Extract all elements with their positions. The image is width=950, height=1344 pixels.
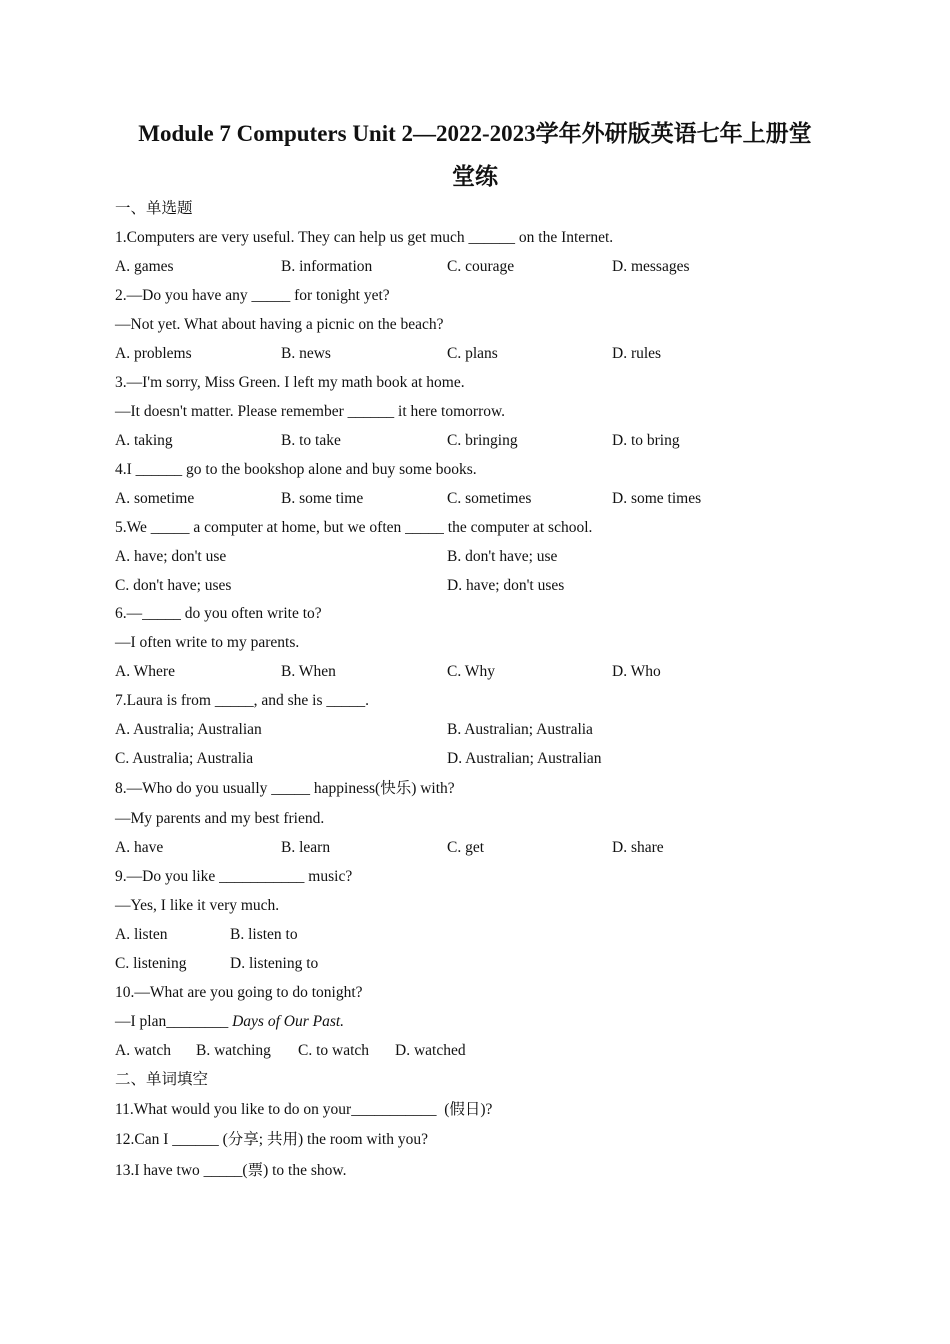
q5-option-d: D. have; don't uses xyxy=(447,577,565,594)
q8-option-b: B. learn xyxy=(281,839,331,856)
q10-stem-2-text: —I plan________ xyxy=(115,1013,233,1030)
question-7-stem: 7.Laura is from _____, and she is _____. xyxy=(115,692,369,709)
title-line-1: Module 7 Computers Unit 2—2022-2023学年外研版英语七年上册堂 xyxy=(138,121,812,146)
question-1-stem: 1.Computers are very useful. They can help us get much ______ on the Internet. xyxy=(115,229,614,246)
q8-option-d: D. share xyxy=(612,839,664,856)
q3-option-b: B. to take xyxy=(281,432,341,449)
q7-option-b: B. Australian; Australia xyxy=(447,721,593,738)
title-line-2: 堂练 xyxy=(452,164,498,189)
q9-option-d: D. listening to xyxy=(230,955,319,972)
question-6-stem: 6.—_____ do you often write to? xyxy=(115,605,322,622)
question-11-stem: 11.What would you like to do on your___________ (假日)? xyxy=(115,1101,493,1118)
q9-option-b: B. listen to xyxy=(230,926,298,943)
q7-option-c: C. Australia; Australia xyxy=(115,750,254,767)
q7-option-d: D. Australian; Australian xyxy=(447,750,602,767)
q5-option-a: A. have; don't use xyxy=(115,548,227,565)
q10-option-c: C. to watch xyxy=(298,1042,370,1059)
q4-option-b: B. some time xyxy=(281,490,364,507)
q6-option-a: A. Where xyxy=(115,663,175,680)
q3-option-c: C. bringing xyxy=(447,432,518,449)
question-8-stem: 8.—Who do you usually _____ happiness(快乐) with? xyxy=(115,780,455,797)
q10-option-a: A. watch xyxy=(115,1042,171,1059)
q7-option-a: A. Australia; Australian xyxy=(115,721,262,738)
q1-option-c: C. courage xyxy=(447,258,515,275)
q10-stem-2-title: Days of Our Past. xyxy=(232,1013,345,1030)
question-6-stem-2: —I often write to my parents. xyxy=(115,634,300,651)
q4-option-d: D. some times xyxy=(612,490,702,507)
q2-option-c: C. plans xyxy=(447,345,498,362)
page-title xyxy=(90,112,860,198)
q6-option-d: D. Who xyxy=(612,663,661,680)
q5-option-c: C. don't have; uses xyxy=(115,577,232,594)
question-3-stem-2: —It doesn't matter. Please remember ______ it here tomorrow. xyxy=(115,403,506,420)
section-heading-word-fill: 二、单词填空 xyxy=(115,1071,209,1088)
question-3-stem: 3.—I'm sorry, Miss Green. I left my math book at home. xyxy=(115,374,465,391)
q3-option-d: D. to bring xyxy=(612,432,680,449)
q9-option-c: C. listening xyxy=(115,955,187,972)
q1-option-d: D. messages xyxy=(612,258,690,275)
q4-option-c: C. sometimes xyxy=(447,490,532,507)
section-heading-single-choice: 一、单选题 xyxy=(115,200,193,217)
question-4-stem: 4.I ______ go to the bookshop alone and buy some books. xyxy=(115,461,477,478)
q10-option-d: D. watched xyxy=(395,1042,466,1059)
q6-option-c: C. Why xyxy=(447,663,495,680)
question-10-stem: 10.—What are you going to do tonight? xyxy=(115,984,363,1001)
q10-option-b: B. watching xyxy=(196,1042,271,1059)
q2-option-b: B. news xyxy=(281,345,331,362)
question-13-stem: 13.I have two _____(票) to the show. xyxy=(115,1162,347,1179)
question-2-stem-2: —Not yet. What about having a picnic on the beach? xyxy=(115,316,444,333)
q3-option-a: A. taking xyxy=(115,432,173,449)
question-12-stem: 12.Can I ______ (分享; 共用) the room with you? xyxy=(115,1131,428,1148)
question-2-stem: 2.—Do you have any _____ for tonight yet? xyxy=(115,287,390,304)
q1-option-a: A. games xyxy=(115,258,174,275)
q2-option-a: A. problems xyxy=(115,345,192,362)
q2-option-d: D. rules xyxy=(612,345,662,362)
q9-option-a: A. listen xyxy=(115,926,168,943)
question-5-stem: 5.We _____ a computer at home, but we often _____ the computer at school. xyxy=(115,519,593,536)
q8-option-a: A. have xyxy=(115,839,164,856)
question-9-stem-2: —Yes, I like it very much. xyxy=(115,897,280,914)
q4-option-a: A. sometime xyxy=(115,490,195,507)
q5-option-b: B. don't have; use xyxy=(447,548,558,565)
question-10-stem-2 xyxy=(115,1012,344,1032)
question-9-stem: 9.—Do you like ___________ music? xyxy=(115,868,353,885)
q6-option-b: B. When xyxy=(281,663,336,680)
question-8-stem-2: —My parents and my best friend. xyxy=(115,810,325,827)
q1-option-b: B. information xyxy=(281,258,373,275)
q8-option-c: C. get xyxy=(447,839,485,856)
